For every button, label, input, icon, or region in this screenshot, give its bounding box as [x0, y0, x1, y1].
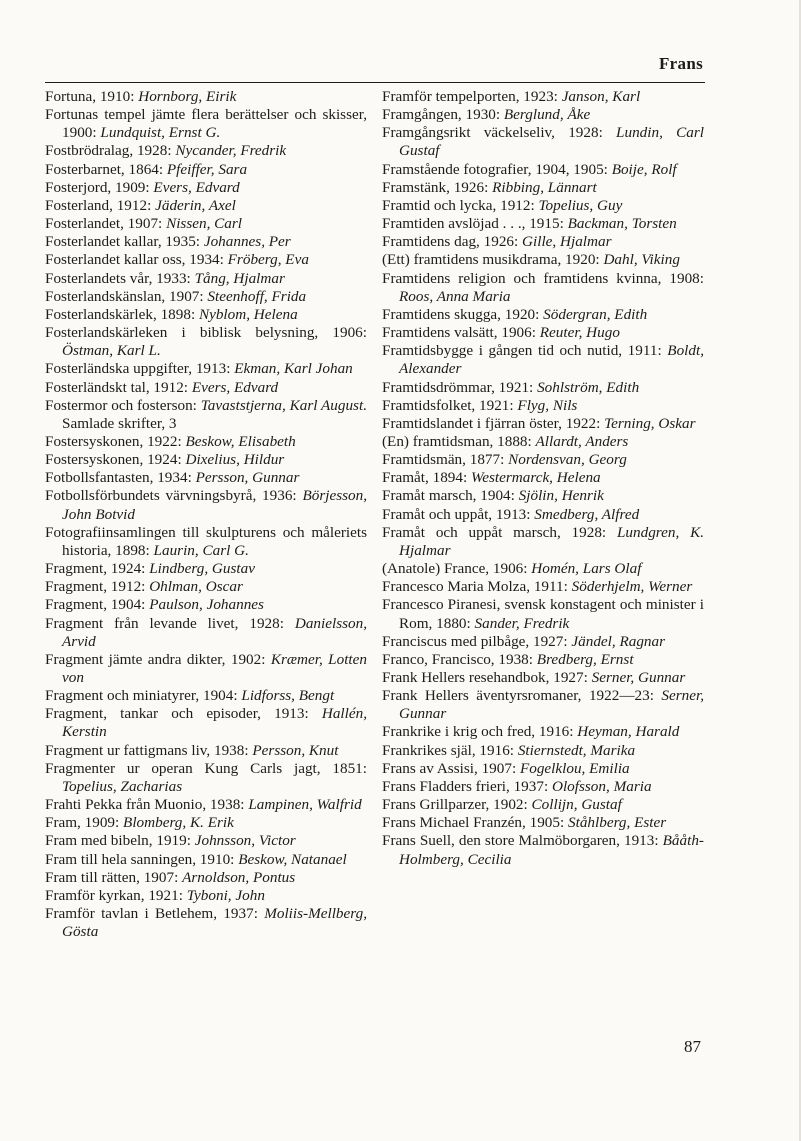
- entry-author: Collijn, Gustaf: [531, 796, 622, 814]
- index-entry: [45, 142, 367, 160]
- left-column: [45, 88, 367, 941]
- entry-title: Fosterlandets vår, 1933:: [45, 269, 195, 287]
- entry-title: Framtidsfolket, 1921:: [382, 396, 518, 414]
- entry-author: Söderhjelm, Werner: [571, 578, 693, 596]
- entry-author: Roos, Anna Maria: [399, 287, 511, 305]
- entry-title: Fragment, tankar och episoder, 1913:: [45, 705, 322, 723]
- entry-title: Fram till rätten, 1907:: [45, 868, 183, 886]
- entry-author: Janson, Karl: [561, 88, 641, 105]
- entry-title: Fragment, 1912:: [45, 578, 150, 596]
- index-entry: [382, 832, 704, 868]
- index-entry: [45, 560, 367, 578]
- entry-author: Heyman, Harald: [577, 723, 680, 741]
- entry-author: Nordensvan, Georg: [508, 451, 627, 469]
- index-entry: [45, 851, 367, 869]
- index-entry: [382, 633, 704, 651]
- index-entry: [45, 179, 367, 197]
- index-entry: [45, 251, 367, 269]
- entry-title: Framstänk, 1926:: [382, 178, 493, 196]
- entry-title: Franciscus med pilbåge, 1927:: [382, 632, 572, 650]
- entry-title: Frankrikes själ, 1916:: [382, 741, 518, 759]
- entry-author: Ribbing, Lännart: [492, 178, 597, 196]
- entry-title: (Ett) framtidens musikdrama, 1920:: [382, 251, 604, 269]
- entry-title: Frahti Pekka från Muonio, 1938:: [45, 796, 249, 814]
- index-entry: [45, 596, 367, 614]
- entry-title: Fragment, 1924:: [45, 560, 150, 578]
- entry-title: Framtidens religion och framtidens kvinna, 1908:: [382, 269, 704, 287]
- entry-title: (Anatole) France, 1906:: [382, 560, 532, 578]
- entry-title: Fosterlandskärlek, 1898:: [45, 305, 199, 323]
- entry-title: Fotografiinsamlingen till skulpturens och måleriets historia, 1898:: [45, 523, 367, 559]
- index-entry: [45, 760, 367, 796]
- entry-author: Fröberg, Eva: [227, 251, 309, 269]
- index-entry: [45, 687, 367, 705]
- index-entry: [45, 270, 367, 288]
- entry-author: Laurin, Carl G.: [153, 541, 249, 559]
- entry-author: Nycander, Fredrik: [175, 142, 287, 160]
- index-entry: [382, 342, 704, 378]
- index-entry: [382, 106, 704, 124]
- index-entry: [45, 578, 367, 596]
- entry-title: Frank Hellers resehandbok, 1927:: [382, 669, 592, 686]
- entry-title: Fragment jämte andra dikter, 1902:: [45, 650, 271, 668]
- entry-title: Fragment och miniatyrer, 1904:: [45, 687, 242, 705]
- entry-title: Fosterländska uppgifter, 1913:: [45, 360, 235, 378]
- entry-author: Beskow, Natanael: [238, 850, 347, 868]
- entry-title: Framför tempelporten, 1923:: [382, 88, 562, 105]
- index-entry: [45, 742, 367, 760]
- index-entry: [382, 669, 704, 687]
- index-entry: [382, 433, 704, 451]
- index-entry: [382, 760, 704, 778]
- entry-author: Lundin, Carl Gustaf: [399, 124, 704, 160]
- entry-author: Bredberg, Ernst: [536, 650, 634, 668]
- entry-title: Framåt och uppåt, 1913:: [382, 505, 535, 523]
- entry-author: Hornborg, Eirik: [138, 88, 237, 105]
- index-entry: [45, 651, 367, 687]
- entry-title: Framåt marsch, 1904:: [382, 487, 519, 505]
- entry-author: Serner, Gunnar: [591, 669, 686, 686]
- entry-title: Fostermor och fosterson:: [45, 396, 201, 414]
- entry-author: Börjesson, John Botvid: [62, 487, 367, 523]
- entry-title: Framgången, 1930:: [382, 106, 504, 124]
- index-entry: [45, 106, 367, 142]
- entry-author: Pfeiffer, Sara: [166, 160, 248, 178]
- index-entry: [45, 814, 367, 832]
- index-entry: [382, 596, 704, 632]
- index-entry: [45, 705, 367, 741]
- entry-title: Framtiden avslöjad . . ., 1915:: [382, 215, 568, 233]
- page-number: 87: [684, 1037, 701, 1056]
- entry-title: Framtidsdrömmar, 1921:: [382, 378, 538, 396]
- entry-title: Fortuna, 1910:: [45, 88, 139, 105]
- index-entry: [382, 233, 704, 251]
- entry-author: Moliis-Mellberg, Gösta: [62, 905, 367, 941]
- entry-title: Franco, Francisco, 1938:: [382, 650, 537, 668]
- entry-author: Kræmer, Lotten von: [62, 650, 367, 686]
- index-entry: [382, 161, 704, 179]
- entry-author: Boldt, Alexander: [399, 342, 704, 378]
- index-entry: [45, 324, 367, 360]
- entry-author: Tyboni, John: [186, 886, 265, 904]
- index-entry: [382, 506, 704, 524]
- index-entry: [45, 433, 367, 451]
- index-entry: [382, 778, 704, 796]
- entry-author: Östman, Karl L.: [62, 342, 161, 360]
- index-entry: [382, 651, 704, 669]
- index-entry: [45, 88, 367, 106]
- index-entry: [382, 270, 704, 306]
- entry-author: Hallén, Kerstin: [62, 705, 367, 741]
- index-entry: [45, 796, 367, 814]
- index-entry: [45, 832, 367, 850]
- entry-author: Paulson, Johannes: [149, 596, 264, 614]
- entry-author: Dixelius, Hildur: [185, 451, 285, 469]
- entry-title: Framtidens valsätt, 1906:: [382, 324, 540, 342]
- entry-title: Framför kyrkan, 1921:: [45, 886, 187, 904]
- entry-author: Topelius, Guy: [538, 196, 623, 214]
- entry-author: Nissen, Carl: [166, 215, 243, 233]
- entry-title: Fosterlandskärleken i biblisk belysning, 1906:: [45, 324, 367, 342]
- index-entry: [45, 288, 367, 306]
- entry-title: Fosterbarnet, 1864:: [45, 160, 167, 178]
- entry-author: Gille, Hjalmar: [522, 233, 612, 251]
- index-entry: [382, 251, 704, 269]
- index-entry: [45, 197, 367, 215]
- entry-author: Berglund, Åke: [503, 106, 591, 124]
- entry-author: Homén, Lars Olaf: [531, 560, 642, 578]
- entry-title: Frans Michael Franzén, 1905:: [382, 814, 569, 832]
- entry-title: Fragmenter ur operan Kung Carls jagt, 1851:: [45, 759, 367, 777]
- entry-title: Frank Hellers äventyrsromaner, 1922—23:: [382, 687, 662, 705]
- entry-author: Backman, Torsten: [567, 215, 677, 233]
- entry-author: Stiernstedt, Marika: [517, 741, 636, 759]
- entry-title: Fragment från levande livet, 1928:: [45, 614, 295, 632]
- index-entry: [45, 451, 367, 469]
- entry-author: Arnoldson, Pontus: [182, 868, 296, 886]
- entry-title: Fosterjord, 1909:: [45, 178, 154, 196]
- index-entry: [382, 379, 704, 397]
- index-entry: [382, 124, 704, 160]
- entry-author: Lidforss, Bengt: [241, 687, 335, 705]
- entry-title: Fostersyskonen, 1924:: [45, 451, 186, 469]
- entry-author: Johnsson, Victor: [194, 832, 296, 850]
- entry-title: Framåt, 1894:: [382, 469, 472, 487]
- entry-author: Lundgren, K. Hjalmar: [399, 523, 704, 559]
- entry-title: (En) framtidsman, 1888:: [382, 432, 536, 450]
- entry-author: Persson, Gunnar: [195, 469, 300, 487]
- entry-title: Framtidsmän, 1877:: [382, 451, 509, 469]
- entry-note: Samlade skrifter, 3: [62, 414, 177, 432]
- entry-author: Ståhlberg, Ester: [568, 814, 667, 832]
- entry-title: Framtid och lycka, 1912:: [382, 196, 539, 214]
- entry-author: Beskow, Elisabeth: [185, 432, 296, 450]
- entry-author: Westermarck, Helena: [471, 469, 601, 487]
- index-entry: [382, 451, 704, 469]
- index-entry: [382, 88, 704, 106]
- entry-author: Dahl, Viking: [603, 251, 680, 269]
- index-entry: [45, 161, 367, 179]
- entry-title: Fram, 1909:: [45, 814, 124, 832]
- index-entry: [382, 560, 704, 578]
- index-entry: [45, 360, 367, 378]
- entry-title: Fragment, 1904:: [45, 596, 150, 614]
- entry-title: Framstående fotografier, 1904, 1905:: [382, 160, 612, 178]
- entry-author: Tång, Hjalmar: [194, 269, 285, 287]
- entry-author: Serner, Gunnar: [399, 687, 704, 723]
- entry-author: Blomberg, K. Erik: [123, 814, 234, 832]
- entry-title: Framgångsrikt väckelseliv, 1928:: [382, 124, 617, 142]
- entry-author: Bååth-Holmberg, Cecilia: [399, 832, 704, 868]
- index-entry: [382, 179, 704, 197]
- index-entry: [45, 615, 367, 651]
- index-entry: [382, 723, 704, 741]
- entry-title: Fortunas tempel jämte flera berättelser och skisser, 1900:: [45, 106, 367, 142]
- entry-author: Tavaststjerna, Karl August.: [200, 396, 367, 414]
- entry-title: Fostbrödralag, 1928:: [45, 142, 176, 160]
- entry-title: Frankrike i krig och fred, 1916:: [382, 723, 578, 741]
- index-entry: [45, 869, 367, 887]
- entry-author: Lundquist, Ernst G.: [100, 124, 221, 142]
- index-entry: [45, 215, 367, 233]
- entry-author: Ohlman, Oscar: [149, 578, 243, 596]
- entry-title: Fosterland, 1912:: [45, 196, 156, 214]
- entry-title: Framtidsbygge i gången tid och nutid, 1911:: [382, 342, 668, 360]
- index-entry: [45, 887, 367, 905]
- entry-author: Olofsson, Maria: [551, 777, 652, 795]
- entry-author: Johannes, Per: [203, 233, 291, 251]
- entry-author: Persson, Knut: [252, 741, 339, 759]
- entry-author: Evers, Edvard: [153, 178, 240, 196]
- entry-title: Framtidens dag, 1926:: [382, 233, 523, 251]
- entry-title: Fotbollsfantasten, 1934:: [45, 469, 196, 487]
- entry-author: Lindberg, Gustav: [149, 560, 255, 578]
- index-entry: [45, 524, 367, 560]
- index-entry: [382, 687, 704, 723]
- index-entry: [382, 578, 704, 596]
- index-entry: [45, 397, 367, 433]
- index-entry: [45, 306, 367, 324]
- index-entry: [382, 814, 704, 832]
- entry-title: Fosterlandet kallar, 1935:: [45, 233, 204, 251]
- entry-author: Allardt, Anders: [535, 432, 629, 450]
- entry-title: Frans av Assisi, 1907:: [382, 759, 520, 777]
- index-entry: [382, 324, 704, 342]
- index-entry: [382, 415, 704, 433]
- entry-title: Fosterländskt tal, 1912:: [45, 378, 192, 396]
- index-entry: [45, 905, 367, 941]
- entry-title: Francesco Maria Molza, 1911:: [382, 578, 572, 596]
- entry-title: Frans Suell, den store Malmöborgaren, 1913:: [382, 832, 663, 850]
- entry-title: Framtidslandet i fjärran öster, 1922:: [382, 414, 605, 432]
- entry-author: Flyg, Nils: [517, 396, 578, 414]
- index-entry: [45, 233, 367, 251]
- entry-author: Lampinen, Walfrid: [248, 796, 362, 814]
- index-entry: [45, 469, 367, 487]
- entry-author: Boije, Rolf: [611, 160, 677, 178]
- entry-title: Frans Grillparzer, 1902:: [382, 796, 532, 814]
- entry-author: Sohlström, Edith: [537, 378, 640, 396]
- entry-author: Ekman, Karl Johan: [234, 360, 353, 378]
- entry-title: Fotbollsförbundets värvningsbyrå, 1936:: [45, 487, 303, 505]
- entry-author: Terning, Oskar: [604, 414, 696, 432]
- index-entry: [382, 397, 704, 415]
- running-head: Frans: [659, 54, 703, 73]
- entry-author: Topelius, Zacharias: [62, 777, 183, 795]
- right-column: [382, 88, 704, 869]
- entry-title: Frans Fladders frieri, 1937:: [382, 777, 552, 795]
- entry-author: Evers, Edvard: [191, 378, 279, 396]
- entry-title: Framtidens skugga, 1920:: [382, 305, 544, 323]
- entry-title: Francesco Piranesi, svensk konstagent och minister i Rom, 1880:: [382, 596, 704, 632]
- index-entry: [382, 742, 704, 760]
- entry-author: Södergran, Edith: [543, 305, 648, 323]
- entry-title: Fosterlandet, 1907:: [45, 215, 167, 233]
- index-entry: [382, 306, 704, 324]
- entry-title: Framför tavlan i Betlehem, 1937:: [45, 905, 265, 923]
- index-entry: [382, 487, 704, 505]
- entry-author: Nyblom, Helena: [198, 305, 298, 323]
- entry-author: Jändel, Ragnar: [571, 632, 666, 650]
- entry-author: Fogelklou, Emilia: [519, 759, 630, 777]
- entry-title: Fostersyskonen, 1922:: [45, 432, 186, 450]
- entry-title: Fosterlandet kallar oss, 1934:: [45, 251, 228, 269]
- entry-author: Reuter, Hugo: [539, 324, 620, 342]
- index-entry: [382, 469, 704, 487]
- entry-author: Jäderin, Axel: [155, 196, 236, 214]
- entry-title: Fragment ur fattigmans liv, 1938:: [45, 741, 253, 759]
- index-entry: [382, 796, 704, 814]
- entry-author: Steenhoff, Frida: [207, 287, 307, 305]
- index-entry: [45, 487, 367, 523]
- entry-author: Danielsson, Arvid: [62, 614, 367, 650]
- index-entry: [382, 197, 704, 215]
- entry-title: Framåt och uppåt marsch, 1928:: [382, 523, 617, 541]
- entry-author: Smedberg, Alfred: [534, 505, 640, 523]
- index-entry: [382, 215, 704, 233]
- index-entry: [382, 524, 704, 560]
- entry-author: Sjölin, Henrik: [518, 487, 604, 505]
- entry-title: Fram med bibeln, 1919:: [45, 832, 195, 850]
- header-rule: [45, 82, 705, 83]
- entry-author: Sander, Fredrik: [474, 614, 570, 632]
- entry-title: Fosterlandskänslan, 1907:: [45, 287, 208, 305]
- entry-title: Fram till hela sanningen, 1910:: [45, 850, 239, 868]
- index-entry: [45, 379, 367, 397]
